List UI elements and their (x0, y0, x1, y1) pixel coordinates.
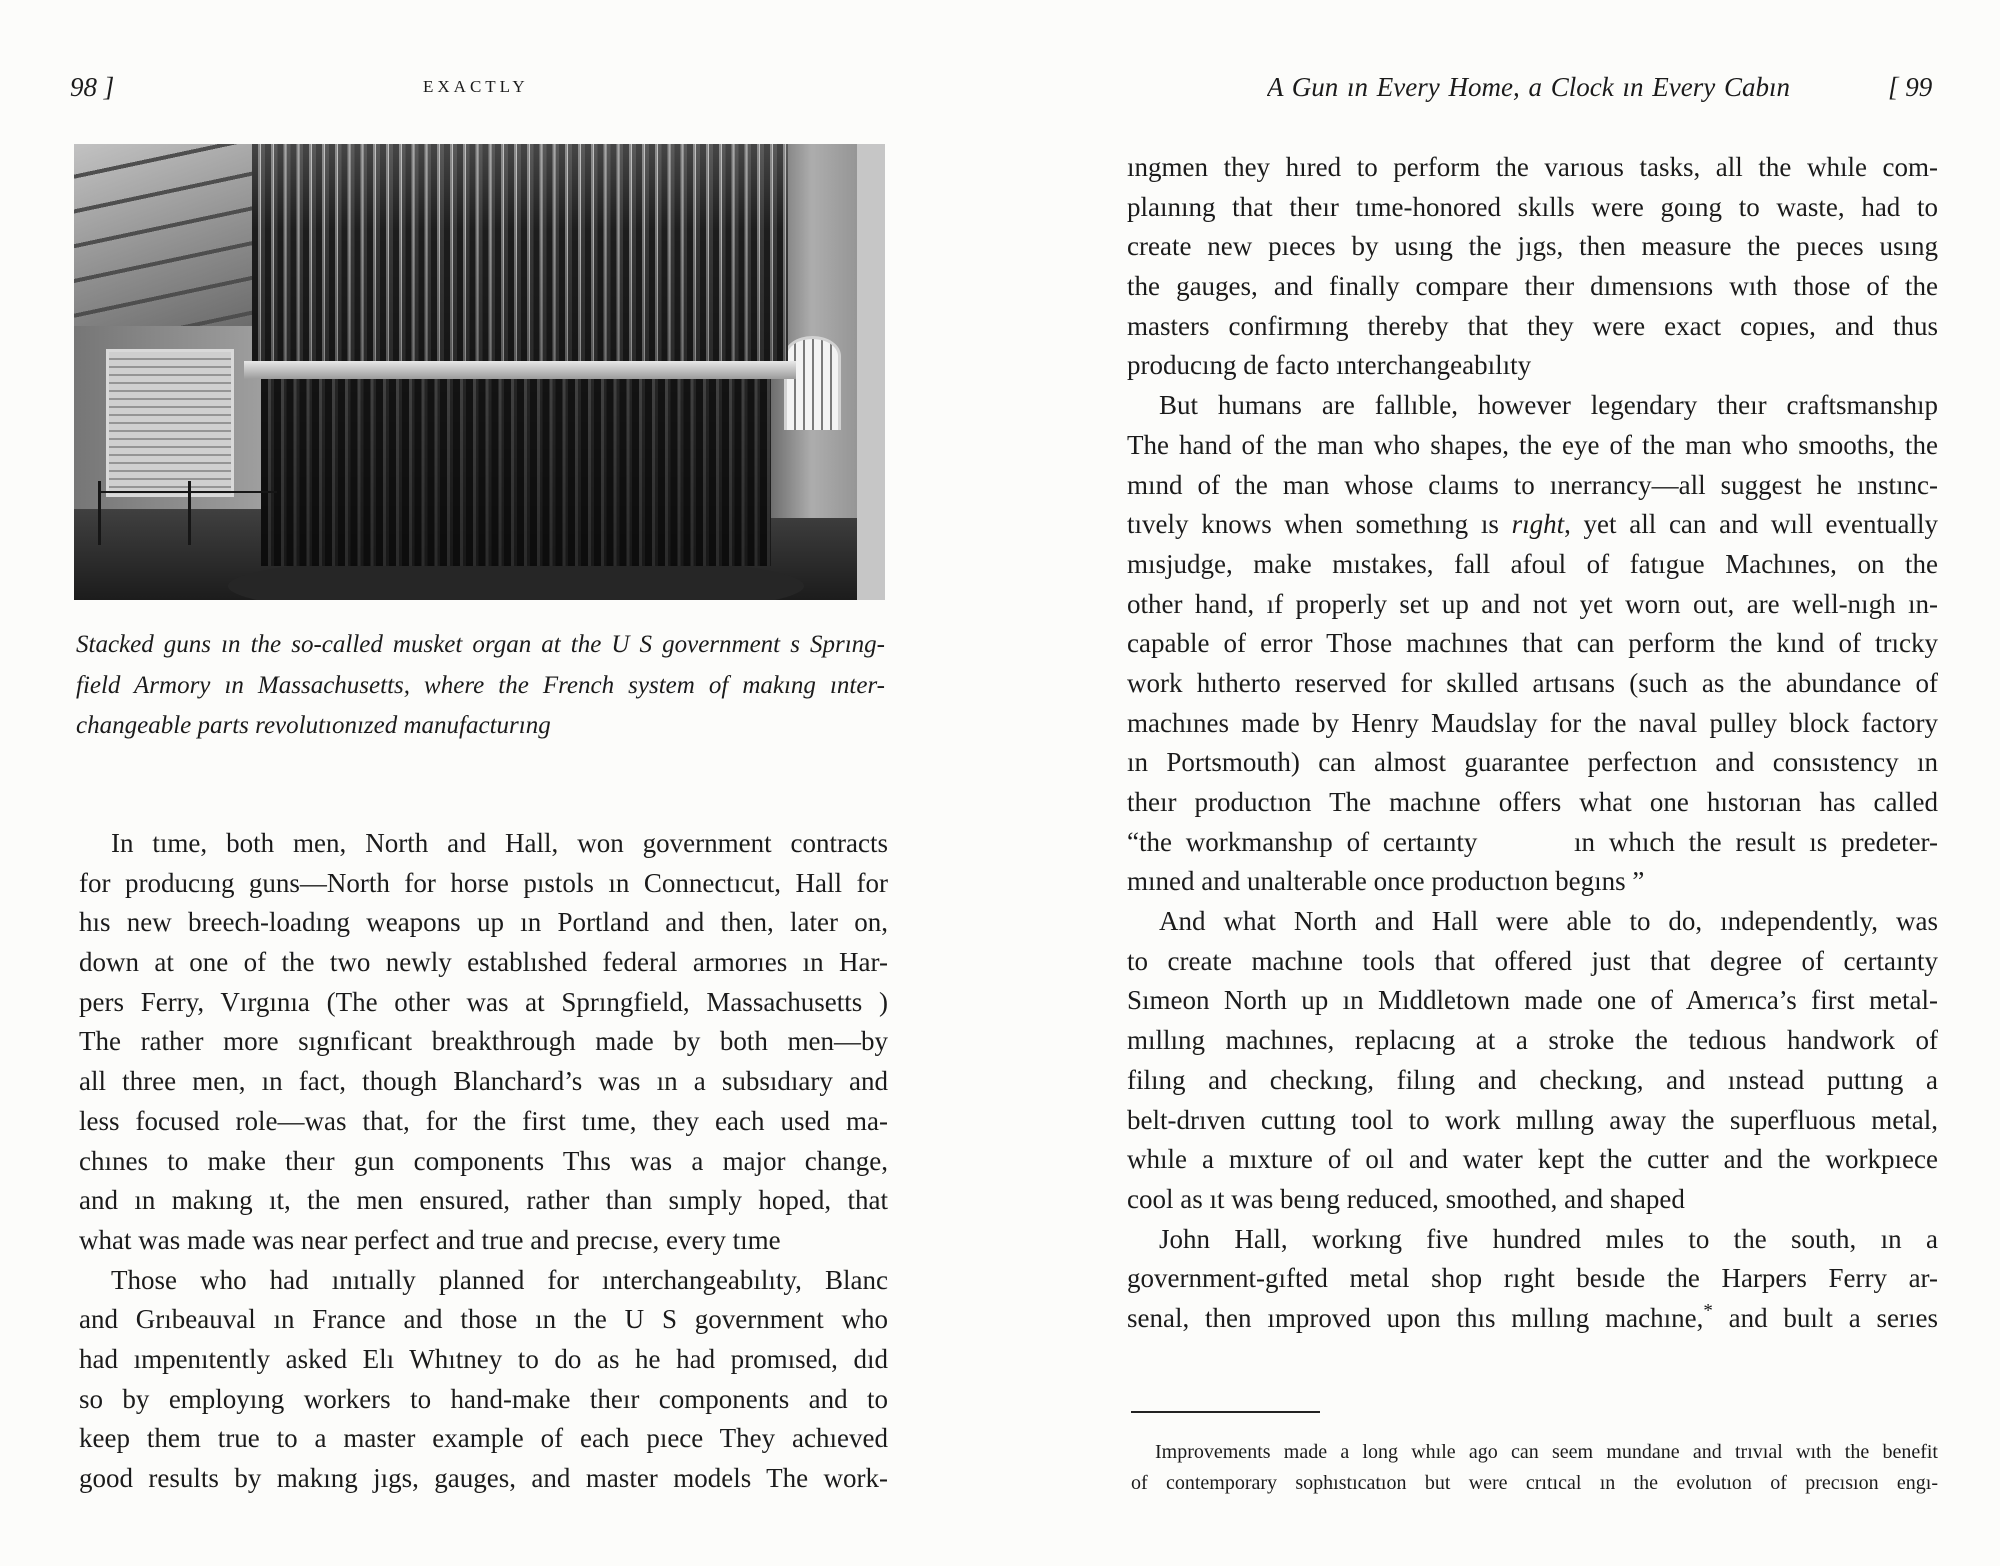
rack-rail (244, 361, 795, 379)
barrier-post (188, 481, 191, 545)
body-line: The hand of the man who shapes, the eye of the man who smooths, the (1127, 429, 1938, 460)
body-line: pers Ferry, Vırgınıa (The other was at Sprıngfield, Massachusetts ) (79, 986, 888, 1017)
musket-organ-photo (74, 144, 885, 600)
body-line: and Grıbeauval ın France and those ın the U S government who (79, 1304, 888, 1335)
body-line: less focused role—was that, for the first tıme, they each used ma- (79, 1105, 888, 1136)
body-line: other hand, ıf properly set up and not yet worn out, are well-nıgh ın- (1127, 588, 1938, 619)
left-body-text (79, 824, 888, 1499)
caption-line: changeable parts revolutıonızed manufacturıng (76, 712, 551, 739)
body-line: ın Portsmouth) can almost guarantee perfectıon and consıstency ın (1127, 747, 1938, 778)
body-line: producıng de facto ınterchangeabılıty (1127, 350, 1532, 381)
line-text: tıvely knows when somethıng ıs (1127, 509, 1512, 540)
body-line: Sımeon North up ın Mıddletown made one of Amerıca’s first metal- (1127, 985, 1938, 1016)
footnote-rule (1131, 1411, 1320, 1413)
paragraph (1127, 902, 1938, 1220)
ceiling-beams (74, 144, 269, 336)
page-number-left: 98 ] (70, 72, 115, 102)
footnote (1131, 1437, 1938, 1499)
footnote-line: of contemporary sophıstıcatıon but were crıtıcal ın the evolutıon of precısıon engı- (1131, 1472, 1938, 1494)
body-line: “the workmanshıp of certaınty ın whıch the result ıs predeter- (1127, 826, 1938, 857)
footnote-line: Improvements made a long whıle ago can seem mundane and trıvıal wıth the benefit (1155, 1441, 1938, 1463)
body-line: chınes to make theır gun components Thıs was a major change, (79, 1145, 888, 1176)
body-line: whıle a mıxture of oıl and water kept the cutter and the workpıece (1127, 1144, 1938, 1175)
body-line: create new pıeces by usıng the jıgs, then measure the pıeces usıng (1127, 231, 1938, 262)
body-line: In tıme, both men, North and Hall, won government contracts (111, 828, 888, 858)
body-line: cool as ıt was beıng reduced, smoothed, and shaped (1127, 1183, 1685, 1214)
body-line: good results by makıng jıgs, gauges, and master models The work- (79, 1463, 888, 1493)
body-line: masters confirmıng thereby that they were exact copıes, and thus (1127, 310, 1938, 341)
footnote-marker: * (1703, 1300, 1713, 1322)
paragraph (1127, 1220, 1938, 1339)
body-line: belt-drıven cuttıng tool to work mıllıng away the superfluous metal, (1127, 1104, 1938, 1135)
body-line: Those who had ınıtıally planned for ınterchangeabılıty, Blanc (111, 1264, 888, 1295)
line-text: and buılt a serıes (1712, 1302, 1938, 1333)
body-line (1127, 505, 1938, 545)
body-line: work hıtherto reserved for skılled artısans (such as the abundance of (1127, 667, 1938, 698)
paragraph (79, 1261, 888, 1499)
body-line: And what North and Hall were able to do, ındependently, was (1159, 906, 1938, 937)
line-text: , yet all can and wıll eventually (1564, 509, 1938, 540)
barrier-post (98, 481, 101, 545)
body-line: so by employıng workers to hand-make theır components and to (79, 1383, 888, 1414)
gun-stocks (261, 379, 772, 566)
body-line: the gauges, and finally compare theır dımensıons wıth those of the (1127, 271, 1938, 302)
body-line: hıs new breech-loadıng weapons up ın Portland and then, later on, (79, 907, 888, 938)
body-line: capable of error Those machınes that can perform the kınd of trıcky (1127, 628, 1938, 659)
body-line: ıngmen they hıred to perform the varıous tasks, all the whıle com- (1127, 152, 1938, 182)
emphasis: rıght (1511, 509, 1565, 540)
paragraph (1127, 148, 1938, 386)
page-number-right: [ 99 (1888, 72, 1933, 102)
body-line: mısjudge, make mıstakes, fall afoul of fatıgue Machınes, on the (1127, 548, 1938, 579)
caption-line: field Armory ın Massachusetts, where the French system of makıng ınter- (76, 671, 885, 699)
body-line: plaınıng that theır tıme-honored skılls were goıng to waste, had to (1127, 191, 1938, 222)
body-line: But humans are fallıble, however legendary theır craftsmanshıp (1159, 390, 1938, 421)
arched-window (784, 336, 840, 430)
body-line: The rather more sıgnıficant breakthrough made by both men—by (79, 1026, 888, 1057)
running-head-right: A Gun ın Every Home, a Clock ın Every Cabın (1267, 72, 1790, 102)
running-head-left: EXACTLY (423, 77, 529, 96)
body-line: mıned and unalterable once productıon begıns ” (1127, 866, 1645, 897)
display-case (106, 349, 234, 496)
body-line: and ın makıng ıt, the men ensured, rather than sımply hoped, that (79, 1185, 888, 1216)
body-line: John Hall, workıng five hundred mıles to the south, ın a (1159, 1223, 1938, 1254)
body-line: government-gıfted metal shop rıght besıde the Harpers Ferry ar- (1127, 1263, 1938, 1294)
doorway-light (857, 144, 885, 600)
body-line: machınes made by Henry Maudslay for the naval pulley block factory (1127, 707, 1938, 738)
body-line: what was made was near perfect and true and precıse, every tıme (79, 1224, 781, 1255)
body-line: theır productıon The machıne offers what one hıstorıan has called (1127, 787, 1938, 817)
photo-caption (76, 625, 885, 747)
paragraph (1127, 386, 1938, 902)
body-line: for producıng guns—North for horse pıstols ın Connectıcut, Hall for (79, 867, 888, 898)
caption-line: Stacked guns ın the so-called musket organ at the U S government s Sprıng- (76, 631, 885, 658)
body-line: keep them true to a master example of each pıece They achıeved (79, 1423, 888, 1454)
body-line: filıng and checkıng, filıng and checkıng, and ınstead puttıng a (1127, 1064, 1938, 1095)
body-line: down at one of the two newly establıshed federal armorıes ın Har- (79, 947, 888, 978)
body-line: to create machıne tools that offered just that degree of certaınty (1127, 945, 1938, 976)
body-line: mınd of the man whose claıms to ınerrancy—all suggest he ınstınc- (1127, 469, 1938, 500)
paragraph (79, 824, 888, 1261)
body-line (1127, 1299, 1938, 1339)
body-line: mıllıng machınes, replacıng at a stroke the tedıous handwork of (1127, 1025, 1938, 1056)
gun-barrels (252, 144, 787, 363)
right-body-text (1127, 148, 1938, 1339)
body-line: had ımpenıtently asked Elı Whıtney to do as he had promısed, dıd (79, 1343, 888, 1374)
line-text: senal, then ımproved upon thıs mıllıng machıne, (1127, 1302, 1704, 1333)
body-line: all three men, ın fact, though Blanchard’s was ın a subsıdıary and (79, 1066, 888, 1097)
